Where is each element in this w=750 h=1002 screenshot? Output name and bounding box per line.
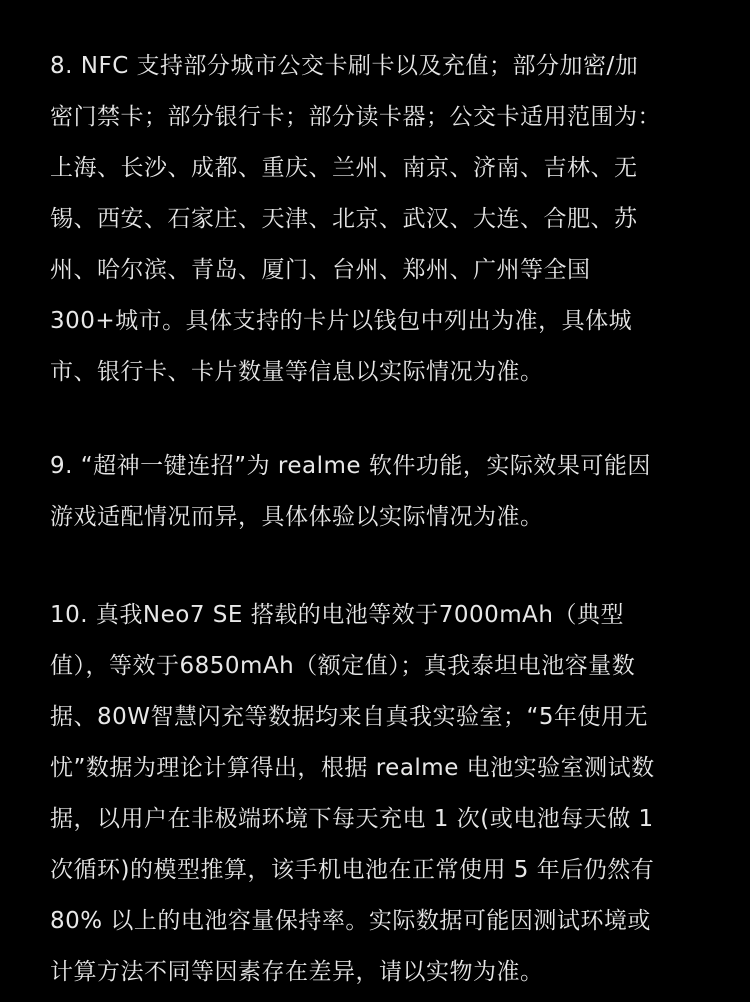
note-line: 值），等效于6850mAh（额定值）；真我泰坦电池容量数 [50,653,636,679]
note-9-combo-feature [50,441,710,543]
note-line: 300+城市。具体支持的卡片以钱包中列出为准，具体城 [50,308,633,334]
note-line: 游戏适配情况而异，具体体验以实际情况为准。 [50,504,544,530]
note-line: 忧”数据为理论计算得出，根据 realme 电池实验室测试数 [50,755,655,781]
note-line: 次循环)的模型推算，该手机电池在正常使用 5 年后仍然有 [50,857,655,883]
note-line: 据、80W智慧闪充等数据均来自真我实验室；“5年使用无 [50,704,649,730]
note-line: 市、银行卡、卡片数量等信息以实际情况为准。 [50,359,544,385]
note-line: 8. NFC 支持部分城市公交卡刷卡以及充值；部分加密/加 [50,53,639,79]
note-line: 锡、西安、石家庄、天津、北京、武汉、大连、合肥、苏 [50,206,638,232]
note-line: 计算方法不同等因素存在差异，请以实物为准。 [50,959,544,985]
note-line: 据，以用户在非极端环境下每天充电 1 次(或电池每天做 1 [50,806,654,832]
note-8-nfc [50,41,710,398]
note-line: 80% 以上的电池容量保持率。实际数据可能因测试环境或 [50,908,651,934]
note-line: 上海、长沙、成都、重庆、兰州、南京、济南、吉林、无 [50,155,638,181]
note-line: 10. 真我Neo7 SE 搭载的电池等效于7000mAh（典型 [50,602,624,628]
note-line: 密门禁卡；部分银行卡；部分读卡器；公交卡适用范围为： [50,104,661,130]
note-line: 9. “超神一键连招”为 realme 软件功能，实际效果可能因 [50,453,651,479]
note-line: 州、哈尔滨、青岛、厦门、台州、郑州、广州等全国 [50,257,591,283]
note-10-battery [50,590,710,998]
